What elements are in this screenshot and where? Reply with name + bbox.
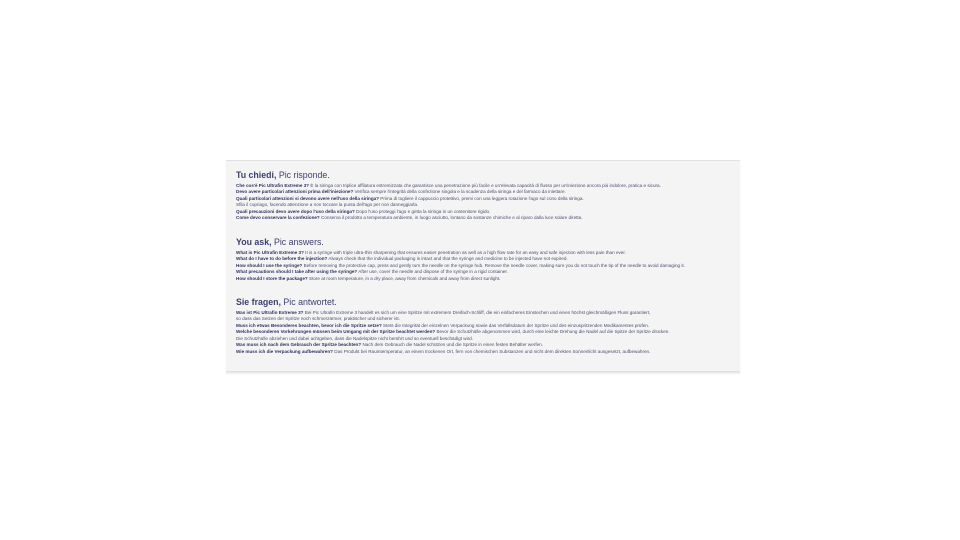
faq-line: Was ist Pic Ultrafin Extreme 3? Bei Pic Ultrafin Extreme 3 handelt es sich um eine Spritze mit extremem Dreifach-Schliff, die ein einfacheres Einstechen und einen höchst gleichmäßigen Fluss garantiert, [236, 309, 651, 315]
faq-line: Come devo conservare la confezione? Conserva il prodotto a temperatura ambiente, in luogo asciutto, lontano da sostanze chimiche e al riparo dalla luce solare diretta. [236, 215, 583, 220]
faq-line: Che cos'è Pic Ultrafin Extreme 3? È la siringa con triplice affilatura estremizzata che garantisce una penetrazione più facile e un'elevata capacità di flusso per un'iniezione ancora più indolore, pratica e sicura. [236, 182, 661, 188]
faq-line: Quali particolari attenzioni si devono avere nell'uso della siringa? Prima di togliere il cappuccio protettivo, premi con una leggera rotazione l'ago sul cono della siringa. [236, 195, 584, 201]
faq-line: Devo avere particolari attenzioni prima dell'iniezione? Verifica sempre l'integrità della confezione singola e la scadenza della siringa e del farmaco da iniettare. [236, 189, 566, 194]
section-heading: Sie fragen, Pic antwortet. [236, 297, 337, 307]
faq-line: What do I have to do before the injection? Always check that the individual packaging is intact and that the syringe and medicine to be injected have not expired. [236, 256, 568, 261]
section-heading: Tu chiedi, Pic risponde. [236, 170, 330, 180]
package-panel [226, 160, 740, 373]
faq-line: Was muss ich nach dem Gebrauch der Spritze beachten? Nach dem Gebrauch die Nadel schützen und die Spritze in einen festen Behälter werfen. [236, 342, 543, 347]
faq-line: What precautions should I take after using the syringe? After use, cover the needle and dispose of the syringe in a rigid container. [236, 269, 508, 274]
section-heading: You ask, Pic answers. [236, 237, 324, 247]
faq-line: Wie muss ich die Verpackung aufbewahren? Das Produkt bei Raumtemperatur, an einem trockenen Ort, fern von chemischen Substanzen und nicht dem direkten Sonnenlicht ausgesetzt, aufbewahren. [236, 348, 651, 354]
section-german [236, 297, 734, 355]
faq-line: How should I store the package? Store at room temperature, in a dry place, away from chemicals and away from direct sunlight. [236, 275, 501, 281]
faq-line: Welche besonderen Vorkehrungen müssen beim Umgang mit der Spritze beachtet werden? Bevor die Schutzhülle abgenommen wird, durch eine leichte Drehung die Nadel auf die Spitze der Spritze drücken. [236, 329, 670, 334]
section-italian [236, 170, 734, 222]
faq-line: Sfila il copriago, facendo attenzione a non toccare la punta dell'ago per non danneggiarla. [236, 202, 419, 207]
faq-line: so dass das Setzen der Spritze noch schmerzärmer, praktischer und sicherer ist. [236, 316, 400, 321]
faq-line: Muss ich etwas Besonderes beachten, bevor ich die Spritze setze? Stets die Integrität der einzelnen Verpackung sowie das Verfallsdatum der Spritze und des einzuspritzenden Medikamentes prüfen. [236, 322, 650, 328]
section-english [236, 237, 734, 282]
faq-line: Die Schutzhülle abziehen und dabei achtgeben, dass die Nadelspitze nicht berührt und so eventuell beschädigt wird. [236, 335, 473, 341]
faq-line: How should I use the syringe? Before removing the protective cap, press and gently turn the needle on the syringe hub. Remove the needle cover, making sure you do not touch the tip of the needle to avoid damaging it. [236, 262, 685, 268]
panel-shadow [226, 371, 740, 375]
faq-line: What is Pic Ultrafin Extreme 3? It is a syringe with triple ultra-thin sharpening that ensures easier penetration as well as a high flow rate for an easy and safe injection with less pain than ever. [236, 249, 626, 255]
faq-line: Quali precauzioni devo avere dopo l'uso della siringa? Dopo l'uso proteggi l'ago e getta la siringa in un contenitore rigido. [236, 208, 491, 214]
